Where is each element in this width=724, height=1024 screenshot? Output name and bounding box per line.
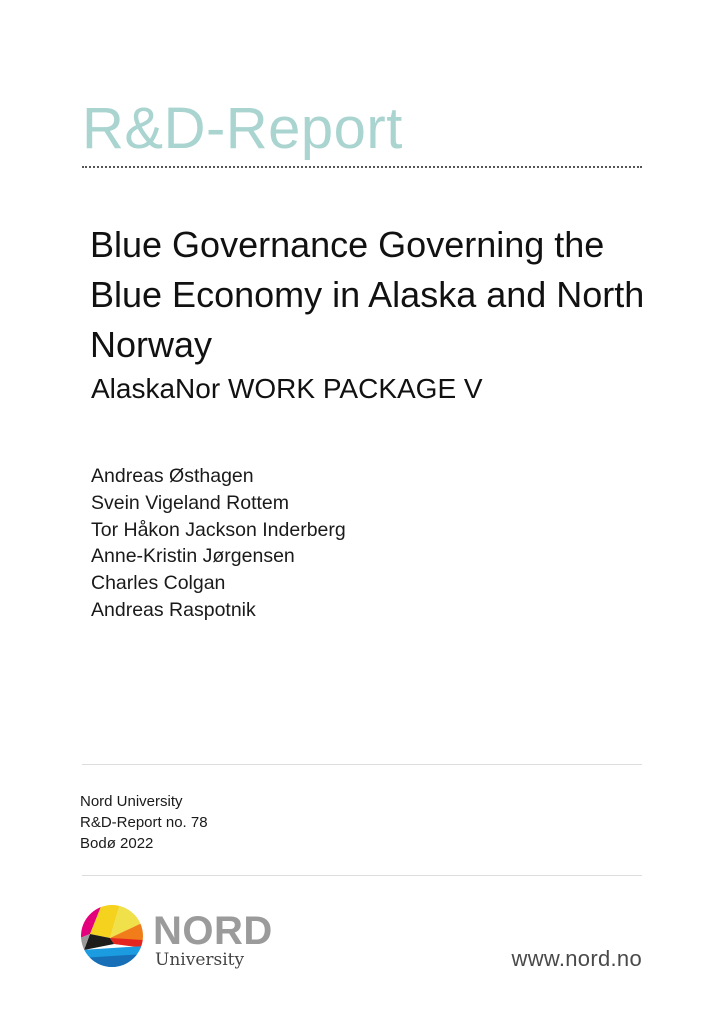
nord-university-logo-icon — [80, 904, 144, 968]
publisher-info — [80, 791, 208, 854]
divider-bottom — [82, 875, 642, 876]
institution-name: Nord University — [80, 793, 183, 810]
author-name: Charles Colgan — [91, 572, 226, 595]
author-name: Andreas Østhagen — [91, 465, 254, 487]
report-title: Blue Governance Governing the Blue Economy in Alaska and North Norway — [90, 224, 645, 365]
place-year: Bodø 2022 — [80, 835, 154, 852]
logo-wordmark: NORD — [153, 909, 273, 953]
logo-subtext: University — [155, 950, 245, 970]
report-number: R&D-Report no. 78 — [80, 814, 208, 831]
website-link[interactable]: www.nord.no — [511, 946, 642, 971]
author-name: Tor Håkon Jackson Inderberg — [91, 518, 346, 541]
divider-top — [82, 764, 642, 765]
author-name: Anne-Kristin Jørgensen — [91, 545, 295, 568]
report-subtitle: AlaskaNor WORK PACKAGE V — [91, 373, 483, 404]
dotted-divider — [82, 166, 642, 168]
author-name: Andreas Raspotnik — [91, 598, 256, 621]
author-list — [91, 463, 346, 624]
report-label: R&D-Report — [82, 96, 403, 161]
author-name: Svein Vigeland Rottem — [91, 491, 290, 514]
